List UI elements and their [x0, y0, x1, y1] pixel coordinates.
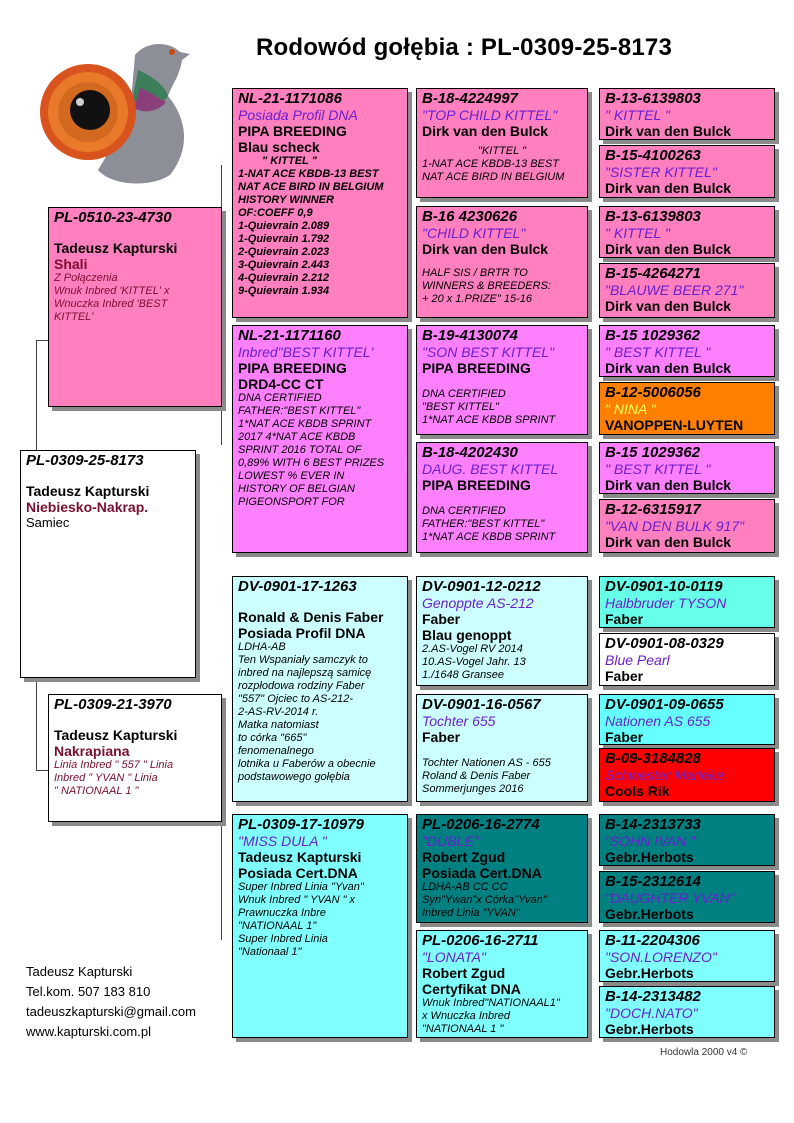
pigeon-card-g4-7[interactable] — [599, 442, 775, 494]
pigeon-card-g4-9[interactable] — [599, 576, 775, 628]
note-line: Wnuczka Inbred 'BEST — [54, 298, 168, 310]
pigeon-name: Shali — [54, 256, 88, 272]
ring-number: B-09-3184828 — [605, 750, 701, 767]
note-line: " KITTEL " — [262, 155, 317, 167]
ring-number: PL-0206-16-2774 — [422, 816, 540, 833]
note-line: Tochter Nationen AS - 655 — [422, 757, 551, 769]
pigeon-card-g4-5[interactable] — [599, 325, 775, 377]
ring-number: B-12-6315917 — [605, 501, 701, 518]
ring-number: DV-0901-09-0655 — [605, 696, 724, 713]
note-line: SPRINT 2016 TOTAL OF — [238, 444, 362, 456]
pigeon-card-fmf[interactable] — [416, 325, 588, 435]
pigeon-card-g4-13[interactable] — [599, 814, 775, 866]
note-line: rozpłodowa rodziny Faber — [238, 680, 365, 692]
breeder-name: Dirk van den Bulck — [605, 534, 732, 550]
pigeon-card-ff[interactable] — [232, 88, 408, 318]
ring-number: DV-0901-12-0212 — [422, 578, 541, 595]
note-line: HISTORY WINNER — [238, 194, 334, 206]
breeder-name: Faber — [605, 668, 644, 684]
pigeon-name: "CHILD KITTEL" — [422, 225, 526, 241]
note-line: 10.AS-Vogel Jahr. 13 — [422, 656, 526, 668]
breeder-name: Dirk van den Bulck — [605, 241, 732, 257]
pigeon-card-g4-6[interactable] — [599, 382, 775, 435]
breeder-name: PIPA BREEDING — [238, 123, 347, 139]
breeder-name: Gebr.Herbots — [605, 1021, 694, 1037]
pigeon-card-g4-10[interactable] — [599, 633, 775, 686]
pigeon-card-g4-2[interactable] — [599, 145, 775, 198]
note-line: Z Połączenia — [54, 272, 118, 284]
note-line: 9-Quievrain 1.934 — [238, 285, 330, 297]
pigeon-name: DAUG. BEST KITTEL — [422, 461, 559, 477]
note-line: HALF SIS / BRTR TO — [422, 267, 528, 279]
ring-number: PL-0206-16-2711 — [422, 932, 539, 949]
breeder-name: Faber — [605, 729, 644, 745]
breeder-name: Faber — [605, 611, 644, 627]
note-line: 1*NAT ACE KBDB SPRINT — [422, 531, 556, 543]
note-line: fenomenalnego — [238, 745, 314, 757]
owner-name: Tadeusz Kapturski — [26, 483, 150, 499]
note-line: 1./1648 Gransee — [422, 669, 504, 681]
ring-number: B-14-2313733 — [605, 816, 701, 833]
pigeon-name: "LONATA" — [422, 949, 486, 965]
pigeon-name: " NINA " — [605, 401, 656, 417]
breeder-name: Dirk van den Bulck — [605, 477, 732, 493]
note-line: DNA CERTIFIED — [422, 505, 506, 517]
pigeon-name: "SOHN IVAN " — [605, 833, 696, 849]
extra-label: Posiada Cert.DNA — [422, 865, 542, 881]
pigeon-card-g4-16[interactable] — [599, 986, 775, 1038]
pigeon-card-g4-8[interactable] — [599, 499, 775, 553]
note-line: NAT ACE BIRD IN BELGIUM — [422, 171, 565, 183]
note-line: Prawnuczka Inbre — [238, 907, 327, 919]
pigeon-name: "DUBLE" — [422, 833, 479, 849]
ring-number: DV-0901-08-0329 — [605, 635, 724, 652]
pigeon-card-g4-3[interactable] — [599, 206, 775, 258]
pigeon-name: "SISTER KITTEL" — [605, 164, 717, 180]
note-line: "NATIONAAL 1" — [238, 920, 317, 932]
note-line: Wnuk Inbred 'KITTEL' x — [54, 285, 170, 297]
note-line: Roland & Denis Faber — [422, 770, 531, 782]
breeder-name: PIPA BREEDING — [238, 360, 347, 376]
note-line: to córka "665" — [238, 732, 307, 744]
pigeon-card-g4-1[interactable] — [599, 88, 775, 140]
pigeon-name: Tochter 655 — [422, 713, 496, 729]
note-line: "557" Ojciec to AS-212- — [238, 693, 354, 705]
ring-number: B-11-2204306 — [605, 932, 700, 949]
note-line: LOWEST % EVER IN — [238, 470, 345, 482]
note-line: Super Inbred Linia ''Yvan" — [238, 881, 364, 893]
note-line: WINNERS & BREEDERS: — [422, 280, 551, 292]
note-line: "BEST KITTEL" — [422, 401, 499, 413]
pigeon-name: Nakrapiana — [54, 743, 130, 759]
pigeon-name: "TOP CHILD KITTEL" — [422, 107, 558, 123]
pigeon-card-g4-14[interactable] — [599, 871, 775, 923]
note-line: 1*NAT ACE KBDB SPRINT — [422, 414, 556, 426]
note-line: Wnuk Inbred"NATIONAAL1" — [422, 997, 560, 1009]
ring-number: DV-0901-10-0119 — [605, 578, 723, 595]
pigeon-card-mmf[interactable] — [416, 814, 588, 923]
pigeon-card-father[interactable] — [48, 207, 222, 407]
connector-line — [36, 340, 48, 341]
note-line: Wnuk Inbred " YVAN " x — [238, 894, 356, 906]
note-line: 1-Quievrain 1.792 — [238, 233, 330, 245]
pigeon-name: "BLAUWE BEER 271" — [605, 282, 744, 298]
note-line: Matka natomiast — [238, 719, 319, 731]
contact-footer — [26, 962, 196, 1042]
note-line: 3-Quievrain 2.443 — [238, 259, 330, 271]
ring-number: B-19-4130074 — [422, 327, 518, 344]
extra-label: Posiada Cert.DNA — [238, 865, 358, 881]
sex-label: Samiec — [26, 515, 70, 530]
note-line: DNA CERTIFIED — [238, 392, 322, 404]
color-label: Blau scheck — [238, 139, 320, 155]
note-line: 1*NAT ACE KBDB SPRINT — [238, 418, 372, 430]
ring-number: B-15-4100263 — [605, 147, 701, 164]
pigeon-name: "SON.LORENZO" — [605, 949, 717, 965]
note-line: 4-Quievrain 2.212 — [238, 272, 330, 284]
pigeon-card-mm[interactable] — [232, 814, 408, 1038]
note-line: Inbred Linia "YVAN" — [422, 907, 520, 919]
breeder-name: Dirk van den Bulck — [422, 241, 549, 257]
extra-label: Certyfikat DNA — [422, 981, 521, 997]
ring-number: DV-0901-17-1263 — [238, 578, 357, 595]
connector-line — [36, 770, 48, 771]
pigeon-card-mff[interactable] — [416, 576, 588, 686]
ring-number: B-15 1029362 — [605, 327, 701, 344]
note-line: LDHA-AB CC CC — [422, 881, 508, 893]
pigeon-eye-logo — [40, 30, 200, 185]
ring-number: PL-0309-17-10979 — [238, 816, 364, 833]
pigeon-name: Posiada Profil DNA — [238, 107, 358, 123]
owner-name: Tadeusz Kapturski — [54, 727, 178, 743]
ring-number: B-16 4230626 — [422, 208, 518, 225]
note-line: DNA CERTIFIED — [422, 388, 506, 400]
breeder-name: Dirk van den Bulck — [605, 180, 732, 196]
ring-number: B-13-6139803 — [605, 90, 701, 107]
note-line: 2-AS-RV-2014 r. — [238, 706, 319, 718]
pigeon-name: " KITTEL " — [605, 107, 670, 123]
footer-name: Tadeusz Kapturski — [26, 964, 133, 979]
pigeon-name: "DOCH.NATO" — [605, 1005, 698, 1021]
note-line: " NATIONAAL 1 " — [54, 785, 139, 797]
note-line: 1-Quievrain 2.089 — [238, 220, 330, 232]
breeder-name: Robert Zgud — [422, 849, 506, 865]
ring-number: B-18-4224997 — [422, 90, 518, 107]
pigeon-card-mf[interactable] — [232, 576, 408, 802]
note-line: 0,89% WITH 6 BEST PRIZES — [238, 457, 385, 469]
pigeon-name: "MISS DULA " — [238, 833, 327, 849]
breeder-name: PIPA BREEDING — [422, 477, 531, 493]
pigeon-card-mfm[interactable] — [416, 694, 588, 802]
breeder-name: Dirk van den Bulck — [422, 123, 549, 139]
ring-number: B-18-4202430 — [422, 444, 518, 461]
ring-number: NL-21-1171086 — [238, 90, 342, 107]
breeder-name: Tadeusz Kapturski — [238, 849, 362, 865]
note-line: FATHER:"BEST KITTEL" — [422, 518, 545, 530]
ring-number: B-15 1029362 — [605, 444, 701, 461]
note-line: HISTORY OF BELGIAN — [238, 483, 355, 495]
extra-label: DRD4-CC CT — [238, 376, 324, 392]
pigeon-card-subject[interactable] — [20, 450, 196, 678]
ring-number: B-12-5006056 — [605, 384, 701, 401]
pigeon-name: Inbred"BEST KITTEL' — [238, 344, 374, 360]
breeder-name: VANOPPEN-LUYTEN — [605, 417, 744, 433]
note-line: podstawowego gołębia — [238, 771, 350, 783]
note-line: Inbred " YVAN " Linia — [54, 772, 158, 784]
breeder-name: Dirk van den Bulck — [605, 360, 732, 376]
note-line: Ten Wspaniały samczyk to — [238, 654, 368, 666]
ring-number: PL-0309-25-8173 — [26, 452, 144, 469]
page-title: Rodowód gołębia : PL-0309-25-8173 — [256, 34, 673, 61]
ring-number: PL-0510-23-4730 — [54, 209, 172, 226]
pigeon-name: " BEST KITTEL " — [605, 461, 711, 477]
pigeon-name: "DAUGHTER YVAN" — [605, 890, 735, 906]
pigeon-name: " BEST KITTEL " — [605, 344, 711, 360]
footer-email[interactable]: tadeuszkapturski@gmail.com — [26, 1004, 196, 1019]
pigeon-name: Blue Pearl — [605, 652, 670, 668]
connector-line — [36, 340, 37, 450]
pigeon-card-g4-11[interactable] — [599, 694, 775, 745]
color-label: Niebiesko-Nakrap. — [26, 499, 149, 515]
pigeon-name: "VAN DEN BULK 917" — [605, 518, 745, 534]
pigeon-card-g4-15[interactable] — [599, 930, 775, 982]
note-line: KITTEL' — [54, 311, 94, 323]
ring-number: B-15-4264271 — [605, 265, 701, 282]
pigeon-card-fmm[interactable] — [416, 442, 588, 553]
note-line: 1-NAT ACE KBDB-13 BEST — [238, 168, 379, 180]
breeder-name: Dirk van den Bulck — [605, 298, 732, 314]
pigeon-card-fff[interactable] — [416, 88, 588, 198]
note-line: 2-Quievrain 2.023 — [238, 246, 330, 258]
note-line: Sommerjunges 2016 — [422, 783, 524, 795]
footer-phone: Tel.kom. 507 183 810 — [26, 984, 151, 999]
note-line: "NATIONAAL 1 " — [422, 1023, 504, 1035]
footer-website[interactable]: www.kapturski.com.pl — [26, 1024, 151, 1039]
breeder-name: Gebr.Herbots — [605, 906, 694, 922]
pigeon-name: Nationen AS 655 — [605, 713, 711, 729]
note-line: Linia Inbred " 557 " Linia — [54, 759, 174, 771]
pigeon-name: " KITTEL " — [605, 225, 670, 241]
note-line: 2017 4*NAT ACE KBDB — [238, 431, 356, 443]
note-line: OF:COEFF 0,9 — [238, 207, 313, 219]
note-line: x Wnuczka Inbred — [422, 1010, 511, 1022]
connector-line — [36, 680, 37, 770]
pigeon-card-g4-12[interactable] — [599, 748, 775, 802]
note-line: PIGEONSPORT FOR — [238, 496, 345, 508]
note-line: FATHER:"BEST KITTEL" — [238, 405, 361, 417]
pigeon-card-fm[interactable] — [232, 325, 408, 553]
note-line: Syn"Ywan"x Córka"Yvan" — [422, 894, 547, 906]
ring-number: B-14-2313482 — [605, 988, 701, 1005]
pigeon-card-ffm[interactable] — [416, 206, 588, 318]
breeder-name: Robert Zgud — [422, 965, 506, 981]
note-line: LDHA-AB — [238, 641, 286, 653]
pigeon-card-mother[interactable] — [48, 694, 222, 822]
pigeon-card-g4-4[interactable] — [599, 263, 775, 318]
pigeon-name: "SON BEST KITTEL" — [422, 344, 555, 360]
note-line: 1-NAT ACE KBDB-13 BEST — [422, 158, 559, 170]
note-line: + 20 x 1.PRIZE" 15-16 — [422, 293, 532, 305]
ring-number: PL-0309-21-3970 — [54, 696, 172, 713]
note-line: 2.AS-Vogel RV 2014 — [422, 643, 523, 655]
breeder-name: PIPA BREEDING — [422, 360, 531, 376]
pigeon-name: Halbbruder TYSON — [605, 595, 727, 611]
note-line: lotnika u Faberów a obecnie — [238, 758, 376, 770]
breeder-name: Cools Rik — [605, 783, 670, 799]
ring-number: B-15-2312614 — [605, 873, 701, 890]
breeder-name: Gebr.Herbots — [605, 849, 694, 865]
pigeon-name: Genoppte AS-212 — [422, 595, 534, 611]
breeder-name: Gebr.Herbots — [605, 965, 694, 981]
software-version: Hodowla 2000 v4 © — [660, 1047, 748, 1058]
note-line: NAT ACE BIRD IN BELGIUM — [238, 181, 384, 193]
pigeon-name: Schwester Marieke — [605, 767, 725, 783]
note-line: "KITTEL " — [478, 145, 526, 157]
ring-number: NL-21-1171160 — [238, 327, 341, 344]
breeder-name: Faber — [422, 611, 461, 627]
breeder-name: Ronald & Denis Faber — [238, 609, 384, 625]
ring-number: DV-0901-16-0567 — [422, 696, 541, 713]
pigeon-card-mmm[interactable] — [416, 930, 588, 1038]
breeder-name: Faber — [422, 729, 461, 745]
note-line: "Nationaal 1" — [238, 946, 302, 958]
note-line: Super Inbred Linia — [238, 933, 328, 945]
breeder-name: Dirk van den Bulck — [605, 123, 732, 139]
extra-label: Blau genoppt — [422, 627, 512, 643]
owner-name: Tadeusz Kapturski — [54, 240, 178, 256]
extra-label: Posiada Profil DNA — [238, 625, 366, 641]
ring-number: B-13-6139803 — [605, 208, 701, 225]
note-line: inbred na najlepszą samicę — [238, 667, 372, 679]
